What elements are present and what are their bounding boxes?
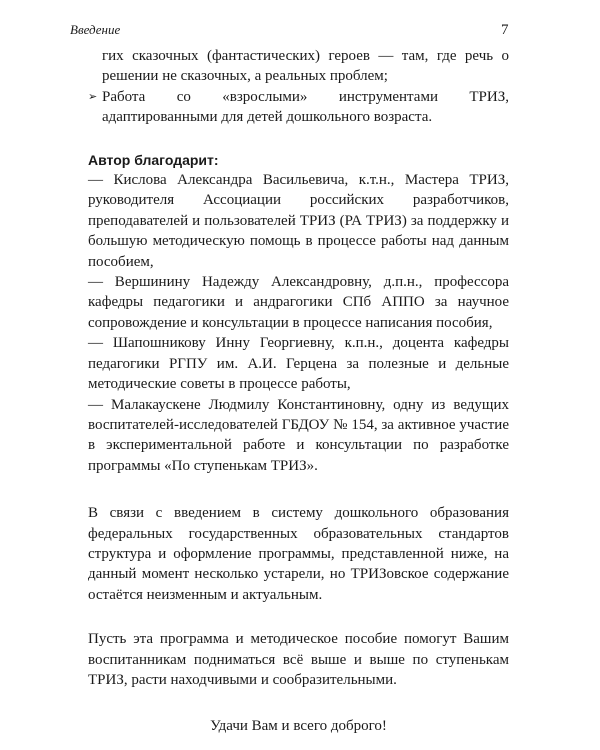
- body-text: [88, 46, 509, 737]
- list-item: [88, 87, 509, 128]
- closing-line: Удачи Вам и всего доброго!: [210, 718, 387, 735]
- list-continuation: гих сказочных (фантастических) героев — там, где речь о решении не сказочных, а реальных проблем;: [102, 48, 509, 85]
- acknowledgement-item: — Вершинину Надежду Александровну, д.п.н., профессора кафедры педагогики и андрагогики СПб АППО за научное сопровождение и консультации в процессе написания пособия,: [88, 274, 509, 331]
- acknowledgement-item: — Шапошникову Инну Георгиевну, к.п.н., доцента кафедры педагогики РГПУ им. А.И. Герцена за полезные и дельные методические советы в процессе работы,: [88, 335, 509, 393]
- arrowhead-bullet-icon: ➢: [88, 90, 98, 103]
- paragraph-wish: Пусть эта программа и методическое пособие помогут Вашим воспитанникам подниматься всё выше и выше по ступенькам ТРИЗ, расти находчивыми и сообразительными.: [88, 631, 509, 688]
- acknowledgement-item: — Малакаускене Людмилу Константиновну, одну из ведущих воспитателей-исследователей ГБДОУ № 154, за активное участие в экспериментальной работе и консультации по разработке программы «По ступенькам ТРИЗ».: [88, 396, 509, 474]
- page-number: 7: [501, 22, 509, 38]
- acknowledgements-heading: Автор благодарит:: [88, 151, 219, 168]
- paragraph-standards: В связи с введением в систему дошкольного образования федеральных государственных образовательных стандартов структура и оформление программы, представленной ниже, на данный момент несколько устарели, но ТРИЗовское содержание остаётся неизменным и актуальным.: [88, 505, 509, 603]
- running-head: Введение: [70, 22, 121, 37]
- list-item-text: Работа со «взрослыми» инструментами ТРИЗ, адаптированными для детей дошкольного возраста.: [102, 88, 509, 126]
- acknowledgement-item: — Кислова Александра Васильевича, к.т.н., Мастера ТРИЗ, руководителя Ассоциации российских разработчиков, преподавателей и пользователей ТРИЗ (РА ТРИЗ) за поддержку и большую методическую помощь в процессе работы над данным пособием,: [88, 172, 509, 270]
